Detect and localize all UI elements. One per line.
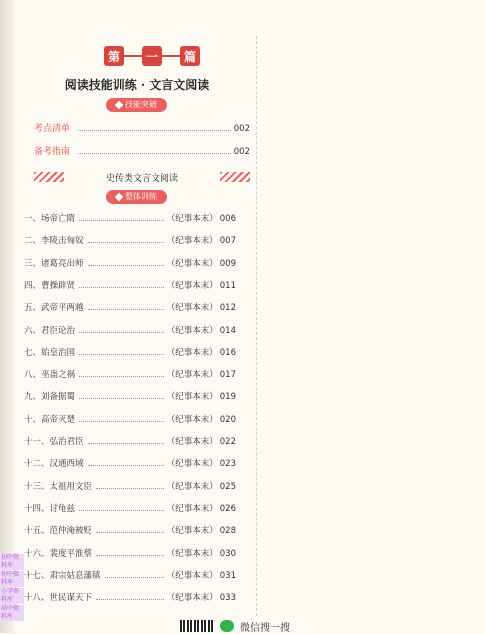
part-char: 一	[142, 46, 162, 66]
leader-dots	[96, 599, 164, 600]
main-heading: 阅读技能训练 · 文言文阅读	[64, 78, 210, 92]
toc-page: 011	[219, 280, 236, 291]
toc-page: 017	[219, 370, 236, 381]
toc-row[interactable]	[24, 502, 236, 514]
leader-dots	[88, 465, 164, 466]
toc-row[interactable]	[24, 301, 236, 313]
toc-source: （纪事本末）	[166, 548, 218, 559]
toc-source: （纪事本末）	[166, 437, 218, 447]
leader-dots	[96, 488, 164, 489]
toc-title: 十七、肃宗姑息藩镇	[24, 570, 101, 581]
leader-dots	[96, 555, 164, 556]
toc-page: 022	[219, 437, 236, 447]
toc-page: 030	[219, 548, 236, 559]
page-spine	[0, 0, 14, 633]
leader-dots	[88, 443, 164, 444]
toc-source: （纪事本末）	[166, 280, 218, 291]
toc-source: （纪事本末）	[166, 481, 218, 492]
watermark-line: 小学资料库	[0, 588, 24, 604]
toc-title: 三、诸葛亮出师	[24, 258, 84, 269]
leader-dots	[105, 577, 164, 578]
toc-row[interactable]	[24, 346, 236, 358]
leader-dots	[88, 242, 164, 243]
toc-row[interactable]	[24, 212, 236, 224]
toc-row[interactable]	[24, 234, 236, 246]
toc-title: 一、场帝亡隋	[24, 214, 76, 224]
toc-page: 025	[219, 481, 236, 492]
wechat-icon	[220, 620, 234, 632]
part-char: 篇	[180, 46, 200, 66]
toc-title: 十一、弘治君臣	[24, 437, 84, 447]
leader-dots	[79, 421, 164, 422]
leader-dots	[79, 220, 164, 221]
toc-page: 031	[219, 570, 236, 581]
footer-search-text[interactable]: 微信搜一搜	[240, 622, 290, 634]
toc-source: （纪事本末）	[166, 370, 218, 381]
toc-source: （纪事本末）	[166, 214, 218, 224]
part-connector	[124, 55, 142, 57]
toc-page: 026	[219, 503, 236, 514]
toc-source: （纪事本末）	[166, 392, 218, 403]
toc-row[interactable]	[24, 547, 236, 559]
toc-source: （纪事本末）	[166, 459, 218, 470]
watermark-line: 高中资料库	[0, 605, 24, 621]
toc-page: 016	[219, 347, 236, 358]
leader-dots	[79, 332, 164, 333]
toc-title: 十八、世民谋天下	[24, 593, 93, 604]
toc-row[interactable]	[24, 324, 236, 336]
toc-source: （纪事本末）	[166, 503, 218, 514]
toc-page: 007	[219, 236, 236, 247]
diamond-icon	[115, 193, 123, 201]
toc-row[interactable]	[24, 591, 236, 603]
toc-row[interactable]	[24, 413, 236, 425]
toc-row[interactable]	[24, 390, 236, 402]
toc-title: 七、始皇治国	[24, 347, 76, 358]
skill-entry[interactable]	[34, 144, 250, 157]
footer-bar	[180, 619, 290, 633]
toc-row[interactable]	[24, 524, 236, 536]
toc-page: 028	[219, 526, 236, 537]
leader-dots	[79, 510, 164, 511]
toc-title: 二、李陵击匈奴	[24, 236, 84, 247]
toc-source: （纪事本末）	[166, 526, 218, 537]
toc-title: 十五、范仲淹被贬	[24, 526, 93, 537]
qr-code-icon	[180, 620, 214, 632]
toc-title: 十三、太祖用文臣	[24, 481, 93, 492]
toc-row[interactable]	[24, 279, 236, 291]
column-divider	[256, 36, 257, 616]
leader-dots	[79, 287, 164, 288]
leader-dots	[88, 309, 164, 310]
toc-row[interactable]	[24, 257, 236, 269]
toc-row[interactable]	[24, 368, 236, 380]
toc-title: 八、巫蛊之祸	[24, 370, 76, 381]
toc-title: 十六、裴度平淮蔡	[24, 548, 93, 559]
watermark-strip	[0, 554, 24, 622]
watermark-line: 初中资料库	[0, 554, 24, 570]
toc-page: 006	[219, 214, 236, 224]
leader-dots	[78, 130, 231, 131]
leader-dots	[79, 354, 164, 355]
watermark-line: 初中资料库	[0, 571, 24, 587]
leader-dots	[79, 376, 164, 377]
toc-title: 六、君臣论治	[24, 325, 76, 336]
toc-page: 014	[219, 325, 236, 336]
toc-title: 五、武帝平两越	[24, 303, 84, 314]
toc-page: 009	[219, 258, 236, 269]
skill-entry-page: 002	[233, 147, 250, 157]
toc-source: （纪事本末）	[166, 347, 218, 358]
toc-title: 十四、讨龟兹	[24, 503, 76, 514]
leader-dots	[96, 532, 164, 533]
skill-entry-label: 考点清单	[34, 124, 71, 134]
leader-dots	[79, 398, 164, 399]
leader-dots	[88, 265, 164, 266]
skill-pill-label: 技能突破	[125, 100, 157, 109]
toc-row[interactable]	[24, 569, 236, 581]
toc-title: 四、曹操辟贤	[24, 280, 76, 291]
skill-entry-label: 备考指南	[34, 147, 71, 157]
toc-page: 012	[219, 303, 236, 314]
toc-title: 九、刘备据蜀	[24, 392, 76, 403]
stripe-decoration	[34, 172, 64, 182]
toc-source: （纪事本末）	[166, 570, 218, 581]
toc-page: 023	[219, 459, 236, 470]
toc-source: （纪事本末）	[166, 303, 218, 314]
toc-source: （纪事本末）	[166, 414, 218, 425]
toc-page: 020	[219, 414, 236, 425]
leader-dots	[78, 153, 231, 154]
part-char: 第	[104, 46, 124, 66]
toc-row[interactable]	[24, 480, 236, 492]
whole-pill	[106, 190, 167, 204]
toc-source: （纪事本末）	[166, 593, 218, 604]
section-title: 史传类文言文阅读	[105, 173, 178, 184]
skill-entry-page: 002	[233, 124, 250, 134]
toc-page: 033	[219, 593, 236, 604]
stripe-decoration	[220, 172, 250, 182]
toc-title: 十二、汉通西域	[24, 459, 84, 470]
toc-row[interactable]	[24, 435, 236, 447]
toc-page: 019	[219, 392, 236, 403]
part-connector	[162, 55, 180, 57]
section-banner	[34, 170, 250, 184]
toc-title: 十、高帝灭楚	[24, 414, 76, 425]
toc-row[interactable]	[24, 457, 236, 469]
skill-entry[interactable]	[34, 121, 250, 134]
toc-source: （纪事本末）	[166, 325, 218, 336]
whole-pill-label: 整体训练	[125, 192, 157, 201]
part-title	[104, 46, 200, 66]
toc-source: （纪事本末）	[166, 236, 218, 247]
toc-source: （纪事本末）	[166, 258, 218, 269]
diamond-icon	[115, 101, 123, 109]
skill-pill	[106, 98, 167, 112]
